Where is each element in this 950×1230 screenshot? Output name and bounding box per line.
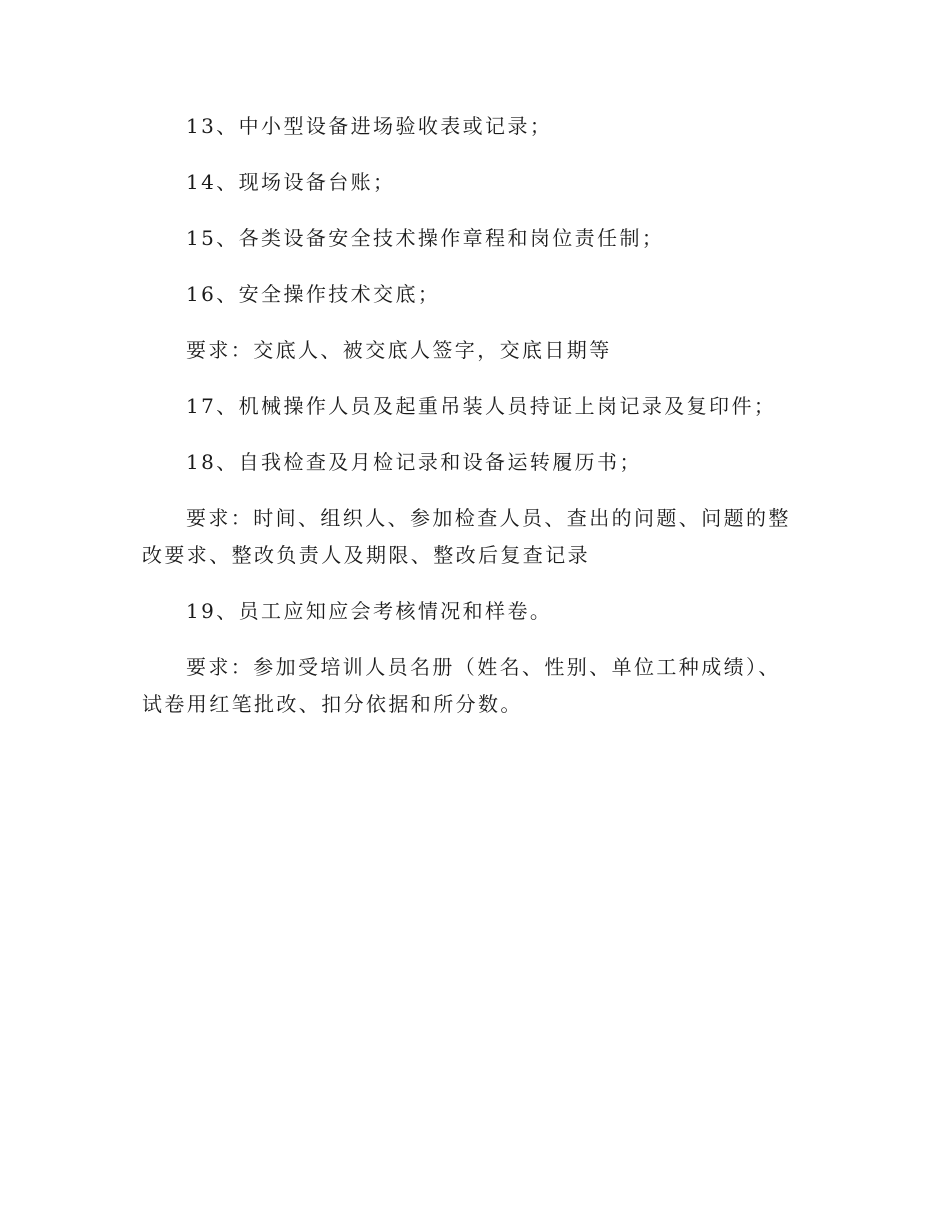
paragraph-item-19: 19、员工应知应会考核情况和样卷。 (186, 599, 553, 623)
paragraph-item-16: 16、安全操作技术交底； (186, 282, 441, 306)
paragraph-item-14: 14、现场设备台账； (186, 170, 396, 194)
paragraph-requirement-19: 要求：参加受培训人员名册（姓名、性别、单位工种成绩）、试卷用红笔批改、扣分依据和所分数。 (142, 655, 781, 716)
paragraph-requirement-16: 要求：交底人、被交底人签字，交底日期等 (186, 338, 612, 362)
paragraph-item-13: 13、中小型设备进场验收表或记录； (186, 114, 553, 138)
paragraph-requirement-18: 要求：时间、组织人、参加检查人员、查出的问题、问题的整改要求、整改负责人及期限、整改后复查记录 (142, 506, 791, 567)
paragraph-item-17: 17、机械操作人员及起重吊装人员持证上岗记录及复印件； (186, 394, 777, 418)
paragraph-item-18: 18、自我检查及月检记录和设备运转履历书； (186, 450, 642, 474)
paragraph-item-15: 15、各类设备安全技术操作章程和岗位责任制； (186, 226, 665, 250)
document-body (142, 108, 802, 742)
